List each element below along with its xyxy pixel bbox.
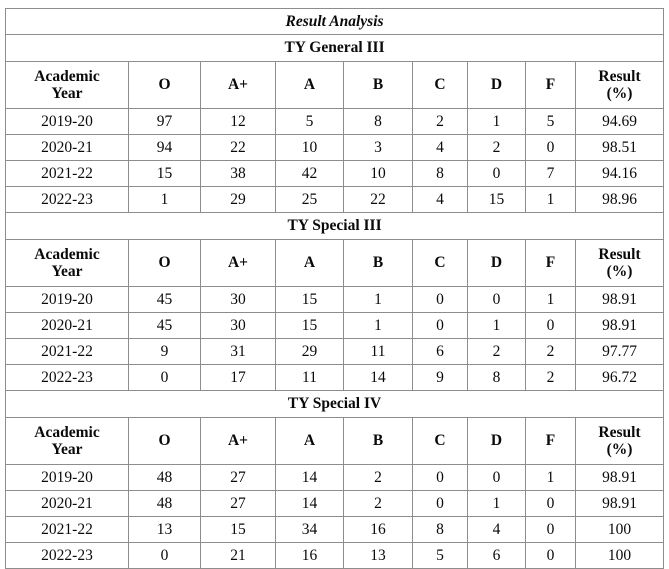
cell-c: 2 [413, 109, 468, 135]
result-analysis-table-container [5, 8, 663, 569]
column-header-a: A [276, 418, 344, 465]
cell-b: 10 [344, 161, 413, 187]
cell-d: 2 [468, 339, 526, 365]
column-header-b: B [344, 418, 413, 465]
column-header-d: D [468, 418, 526, 465]
cell-b: 2 [344, 465, 413, 491]
column-header-result [576, 62, 664, 109]
cell-b: 22 [344, 187, 413, 213]
table-row [6, 187, 664, 213]
cell-o: 9 [129, 339, 201, 365]
cell-o: 1 [129, 187, 201, 213]
cell-f: 1 [526, 465, 576, 491]
cell-c: 5 [413, 543, 468, 569]
cell-year: 2019-20 [6, 465, 129, 491]
cell-year: 2020-21 [6, 135, 129, 161]
cell-year: 2021-22 [6, 517, 129, 543]
column-header-o: O [129, 62, 201, 109]
column-header-result-line1: Result [598, 67, 641, 85]
cell-b: 3 [344, 135, 413, 161]
cell-d: 1 [468, 313, 526, 339]
column-header-academic-year-line2: Year [51, 263, 83, 280]
column-header-c: C [413, 240, 468, 287]
cell-b: 11 [344, 339, 413, 365]
table-row [6, 517, 664, 543]
column-header-f: F [526, 418, 576, 465]
column-header-result-line2: (%) [606, 441, 633, 458]
column-header-o: O [129, 240, 201, 287]
table-row [6, 287, 664, 313]
cell-year: 2019-20 [6, 109, 129, 135]
table-title-row [6, 9, 664, 35]
column-header-a: A [276, 62, 344, 109]
cell-aplus: 12 [201, 109, 276, 135]
cell-c: 8 [413, 161, 468, 187]
column-header-b: B [344, 62, 413, 109]
column-header-result-line1: Result [598, 423, 641, 441]
cell-f: 5 [526, 109, 576, 135]
cell-d: 4 [468, 517, 526, 543]
column-header-row [6, 418, 664, 465]
cell-f: 0 [526, 135, 576, 161]
column-header-row [6, 240, 664, 287]
cell-result: 98.91 [576, 313, 664, 339]
cell-b: 14 [344, 365, 413, 391]
cell-aplus: 27 [201, 491, 276, 517]
section-header-row [6, 35, 664, 62]
column-header-academic-year [6, 240, 129, 287]
cell-c: 4 [413, 135, 468, 161]
cell-b: 8 [344, 109, 413, 135]
table-row [6, 313, 664, 339]
column-header-row [6, 62, 664, 109]
cell-f: 2 [526, 339, 576, 365]
column-header-c: C [413, 418, 468, 465]
cell-aplus: 15 [201, 517, 276, 543]
cell-a: 34 [276, 517, 344, 543]
cell-result: 98.91 [576, 491, 664, 517]
cell-aplus: 38 [201, 161, 276, 187]
cell-result: 98.51 [576, 135, 664, 161]
cell-o: 45 [129, 313, 201, 339]
cell-year: 2020-21 [6, 313, 129, 339]
section-title: TY Special IV [6, 391, 664, 418]
cell-a: 16 [276, 543, 344, 569]
cell-f: 1 [526, 287, 576, 313]
table-row [6, 339, 664, 365]
cell-year: 2022-23 [6, 543, 129, 569]
cell-d: 0 [468, 465, 526, 491]
cell-c: 0 [413, 313, 468, 339]
cell-result: 94.69 [576, 109, 664, 135]
column-header-result-line2: (%) [606, 85, 633, 102]
cell-c: 8 [413, 517, 468, 543]
cell-c: 4 [413, 187, 468, 213]
cell-a: 14 [276, 465, 344, 491]
cell-aplus: 21 [201, 543, 276, 569]
cell-c: 0 [413, 287, 468, 313]
cell-result: 98.91 [576, 465, 664, 491]
cell-d: 15 [468, 187, 526, 213]
cell-aplus: 31 [201, 339, 276, 365]
cell-f: 0 [526, 491, 576, 517]
column-header-f: F [526, 62, 576, 109]
cell-result: 96.72 [576, 365, 664, 391]
cell-o: 0 [129, 365, 201, 391]
cell-c: 0 [413, 491, 468, 517]
cell-o: 0 [129, 543, 201, 569]
cell-o: 13 [129, 517, 201, 543]
cell-f: 2 [526, 365, 576, 391]
column-header-a: A [276, 240, 344, 287]
cell-o: 97 [129, 109, 201, 135]
column-header-result-line1: Result [598, 245, 641, 263]
cell-year: 2020-21 [6, 491, 129, 517]
cell-aplus: 22 [201, 135, 276, 161]
column-header-d: D [468, 240, 526, 287]
cell-aplus: 17 [201, 365, 276, 391]
cell-f: 1 [526, 187, 576, 213]
cell-d: 2 [468, 135, 526, 161]
cell-result: 98.96 [576, 187, 664, 213]
section-title: TY Special III [6, 213, 664, 240]
cell-a: 29 [276, 339, 344, 365]
column-header-c: C [413, 62, 468, 109]
cell-d: 0 [468, 287, 526, 313]
cell-c: 6 [413, 339, 468, 365]
cell-o: 94 [129, 135, 201, 161]
cell-o: 48 [129, 465, 201, 491]
section-header-row [6, 391, 664, 418]
result-analysis-table [5, 8, 664, 569]
cell-f: 7 [526, 161, 576, 187]
cell-o: 45 [129, 287, 201, 313]
cell-o: 15 [129, 161, 201, 187]
cell-year: 2021-22 [6, 161, 129, 187]
column-header-result [576, 240, 664, 287]
cell-a: 11 [276, 365, 344, 391]
cell-aplus: 30 [201, 287, 276, 313]
column-header-aplus: A+ [201, 240, 276, 287]
cell-aplus: 27 [201, 465, 276, 491]
column-header-academic-year [6, 418, 129, 465]
cell-c: 0 [413, 465, 468, 491]
cell-c: 9 [413, 365, 468, 391]
page-title: Result Analysis [6, 9, 664, 35]
cell-result: 97.77 [576, 339, 664, 365]
table-row [6, 543, 664, 569]
cell-a: 15 [276, 313, 344, 339]
cell-d: 0 [468, 161, 526, 187]
column-header-result [576, 418, 664, 465]
section-header-row [6, 213, 664, 240]
cell-d: 1 [468, 109, 526, 135]
column-header-o: O [129, 418, 201, 465]
cell-f: 0 [526, 313, 576, 339]
cell-year: 2021-22 [6, 339, 129, 365]
cell-d: 6 [468, 543, 526, 569]
table-row [6, 135, 664, 161]
cell-d: 1 [468, 491, 526, 517]
cell-d: 8 [468, 365, 526, 391]
column-header-academic-year [6, 62, 129, 109]
cell-a: 42 [276, 161, 344, 187]
column-header-d: D [468, 62, 526, 109]
table-row [6, 161, 664, 187]
cell-b: 16 [344, 517, 413, 543]
table-row [6, 491, 664, 517]
column-header-academic-year-line1: Academic [34, 423, 100, 441]
cell-b: 2 [344, 491, 413, 517]
cell-aplus: 29 [201, 187, 276, 213]
table-row [6, 109, 664, 135]
cell-a: 15 [276, 287, 344, 313]
cell-year: 2022-23 [6, 365, 129, 391]
column-header-academic-year-line2: Year [51, 85, 83, 102]
column-header-aplus: A+ [201, 418, 276, 465]
cell-f: 0 [526, 543, 576, 569]
cell-a: 25 [276, 187, 344, 213]
cell-b: 13 [344, 543, 413, 569]
section-title: TY General III [6, 35, 664, 62]
cell-a: 5 [276, 109, 344, 135]
table-row [6, 365, 664, 391]
column-header-academic-year-line1: Academic [34, 245, 100, 263]
cell-year: 2022-23 [6, 187, 129, 213]
cell-b: 1 [344, 313, 413, 339]
column-header-academic-year-line2: Year [51, 441, 83, 458]
cell-f: 0 [526, 517, 576, 543]
column-header-b: B [344, 240, 413, 287]
cell-aplus: 30 [201, 313, 276, 339]
cell-o: 48 [129, 491, 201, 517]
column-header-academic-year-line1: Academic [34, 67, 100, 85]
cell-year: 2019-20 [6, 287, 129, 313]
cell-result: 98.91 [576, 287, 664, 313]
column-header-f: F [526, 240, 576, 287]
cell-result: 94.16 [576, 161, 664, 187]
table-row [6, 465, 664, 491]
cell-a: 10 [276, 135, 344, 161]
cell-result: 100 [576, 517, 664, 543]
column-header-aplus: A+ [201, 62, 276, 109]
cell-b: 1 [344, 287, 413, 313]
cell-result: 100 [576, 543, 664, 569]
cell-a: 14 [276, 491, 344, 517]
column-header-result-line2: (%) [606, 263, 633, 280]
